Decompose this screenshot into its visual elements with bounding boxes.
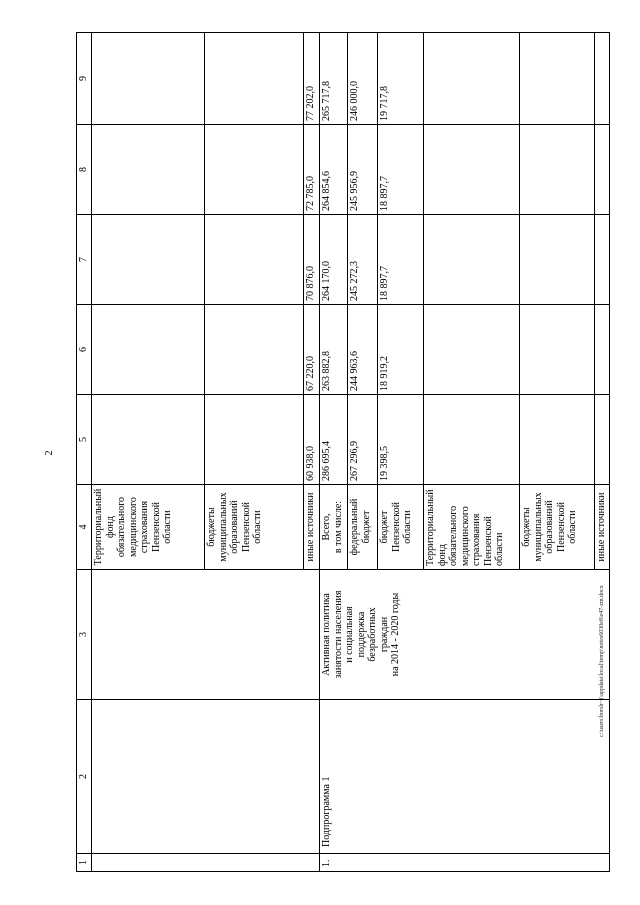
funding-source-line: бюджет [360,510,372,544]
value-cell [205,215,304,305]
value-cell: 245 956,9 [348,125,378,215]
page-number: 2 [44,450,55,456]
value-cell [424,215,520,305]
header-cell-4: 4 [77,485,92,570]
value-cell [424,125,520,215]
value-cell: 77 202,0 [304,33,320,125]
funding-source-line: бюджет [379,510,390,544]
table-row [92,33,205,872]
value-cell [205,395,304,485]
funding-source-line: иные источники [305,492,316,562]
funding-source-line: области [494,532,505,566]
value-cell [424,395,520,485]
funding-source-line: области [567,510,578,544]
header-cell-3: 3 [77,570,92,700]
funding-source-line: медицинского [459,506,471,566]
value-cell: 246 000,0 [348,33,378,125]
funding-source-line: Территориальный [93,488,104,566]
funding-source-line: области [252,510,263,544]
value-cell [92,395,205,485]
value-cell [205,33,304,125]
funding-source-line: Всего, [321,513,332,541]
value-cell: 19 717,8 [378,33,424,125]
funding-source-line: Пензенской [555,502,567,552]
header-cell-6: 6 [77,305,92,395]
header-cell-5: 5 [77,395,92,485]
value-cell [595,395,610,485]
value-cell: 67 220,0 [304,305,320,395]
funding-source-line: иные источники [596,492,607,562]
subprogram-title-line: и социальная [344,606,355,663]
subprogram-title-line: Активная политика [321,593,332,676]
header-row [77,33,92,872]
header-cell-8: 8 [77,125,92,215]
subprogram-name-cell [320,700,610,854]
value-cell [205,305,304,395]
value-cell: 263 882,8 [320,305,348,395]
value-cell: 18 897,7 [378,215,424,305]
funding-source-line: образований [229,500,240,554]
funding-source-line: Пензенской [390,502,402,552]
funding-source-cell [378,485,424,570]
subprogram-title-line: занятости населения [332,590,344,679]
subprogram-name: Подпрограмма 1 [321,776,332,847]
header-cell-9: 9 [77,33,92,125]
col-3-top [92,570,320,700]
value-cell: 265 717,8 [320,33,348,125]
budget-table [76,32,610,872]
funding-source-cell [348,485,378,570]
value-cell: 264 854,6 [320,125,348,215]
value-cell [520,215,595,305]
subprogram-title-line: граждан [378,616,390,653]
funding-source-line: страхования [471,513,482,566]
subprogram-number-cell [320,854,610,872]
funding-source-cell [320,485,348,570]
subprogram-number: 1. [321,859,332,867]
value-cell: 244 963,6 [348,305,378,395]
funding-source-line: федеральный [349,498,360,556]
value-cell: 70 876,0 [304,215,320,305]
value-cell: 19 398,5 [378,395,424,485]
subprogram-title-line: безработных [367,607,378,662]
value-cell: 72 785,0 [304,125,320,215]
value-cell [520,125,595,215]
funding-source-line: муниципальных [217,492,229,562]
funding-source-line: Пензенской [482,516,494,566]
funding-source-cell [520,485,595,570]
value-cell: 18 897,7 [378,125,424,215]
funding-source-line: области [402,510,413,544]
value-cell [595,305,610,395]
value-cell [520,305,595,395]
funding-source-line: в том числе: [332,500,344,554]
value-cell [92,305,205,395]
funding-source-line: бюджеты [521,507,532,547]
value-cell [92,125,205,215]
value-cell: 18 919,2 [378,305,424,395]
funding-source-line: Пензенской [150,502,162,552]
subprogram-title-line: на 2014 - 2020 годы [390,592,401,677]
funding-source-line: обязательного [448,505,459,566]
value-cell [595,33,610,125]
funding-source-line: обязательного [116,496,127,558]
header-cell-2: 2 [77,700,92,854]
value-cell: 60 938,0 [304,395,320,485]
footer-file-path: c:\users\borsh~1\appdata\local\temp\notes6030e8\e47-zm.docx [599,585,605,737]
value-cell: 264 170,0 [320,215,348,305]
subprogram-title-line: поддержка [355,611,367,658]
col-1-top [92,854,320,872]
funding-source-line: Территориальный [425,489,436,566]
funding-source-line: бюджеты [206,507,217,547]
value-cell [92,215,205,305]
value-cell [520,395,595,485]
funding-source-line: Пензенской [240,502,252,552]
funding-source-cell [424,485,520,570]
header-cell-1: 1 [77,854,92,872]
value-cell [424,33,520,125]
value-cell [92,33,205,125]
value-cell: 267 296,9 [348,395,378,485]
col-2-top [92,700,320,854]
funding-source-line: медицинского [127,497,139,557]
value-cell [595,215,610,305]
funding-source-line: муниципальных [532,492,544,562]
value-cell [520,33,595,125]
value-cell: 286 695,4 [320,395,348,485]
table-row [320,33,348,872]
funding-source-line: образований [544,500,555,554]
value-cell [595,125,610,215]
funding-source-cell [205,485,304,570]
value-cell: 245 272,3 [348,215,378,305]
funding-source-line: страхования [139,500,150,554]
funding-source-cell [92,485,205,570]
subprogram-title-cell [320,570,610,700]
funding-source-line: области [162,510,173,544]
funding-source-line: фонд [436,544,448,566]
value-cell [424,305,520,395]
funding-source-cell [595,485,610,570]
funding-source-cell [304,485,320,570]
header-cell-7: 7 [77,215,92,305]
value-cell [205,125,304,215]
funding-source-line: фонд [104,516,116,538]
